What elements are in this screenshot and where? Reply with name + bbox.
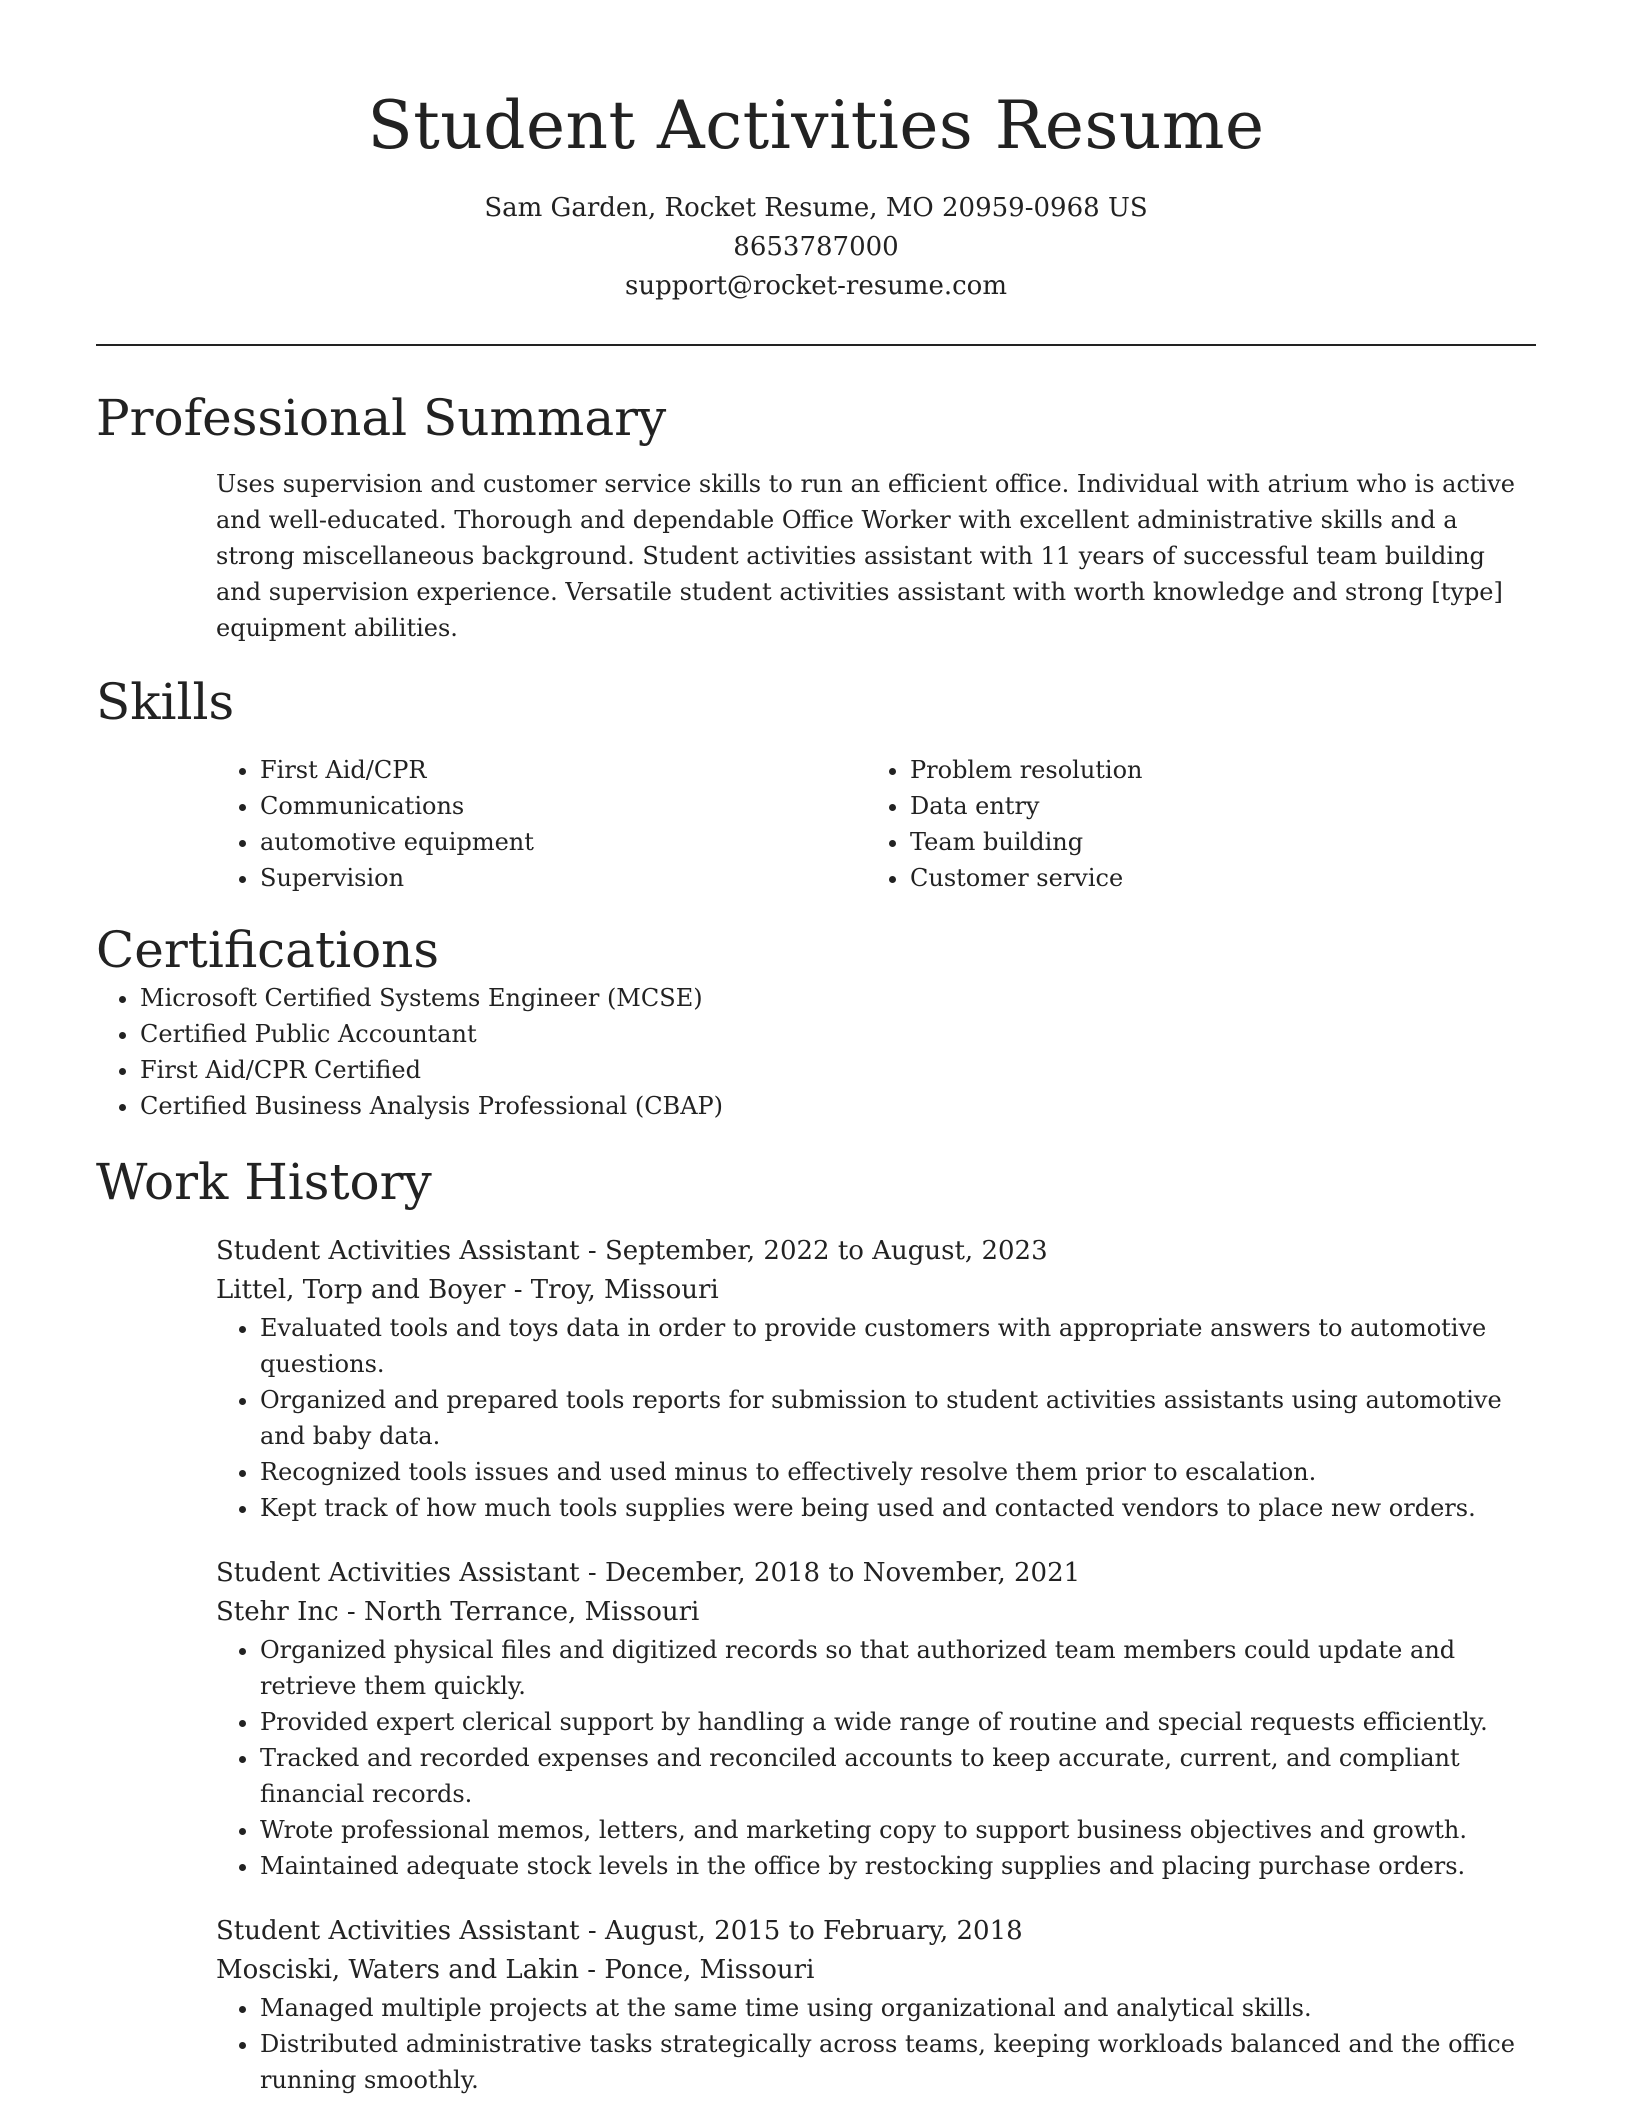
skill-item: • Customer service: [910, 860, 1536, 896]
skill-item: • Team building: [910, 824, 1536, 860]
job-bullet: • Evaluated tools and toys data in order to provide customers with appropriate answers to automotive questions.: [260, 1310, 1536, 1382]
job-company-line: Stehr Inc - North Terrance, Missouri: [216, 1597, 700, 1628]
job-company: Littel, Torp and Boyer: [216, 1275, 506, 1306]
skill-item: • Problem resolution: [910, 752, 1536, 788]
job-entry: [216, 1912, 1536, 2098]
skill-item: • First Aid/CPR: [260, 752, 866, 788]
skills-grid: [216, 752, 1536, 896]
job-bullets: [216, 1310, 1536, 1526]
job-company-line: Mosciski, Waters and Lakin - Ponce, Missouri: [216, 1955, 815, 1986]
contact-email: support@rocket-resume.com: [624, 271, 1007, 302]
skills-heading: Skills: [96, 673, 235, 732]
job-bullet: • Maintained adequate stock levels in the office by restocking supplies and placing purchase orders.: [260, 1848, 1536, 1884]
contact-phone: 8653787000: [733, 232, 899, 263]
job-bullet: • Kept track of how much tools supplies were being used and contacted vendors to place new orders.: [260, 1490, 1536, 1526]
skill-item: • Data entry: [910, 788, 1536, 824]
job-entry: [216, 1554, 1536, 1884]
job-entry: [216, 1232, 1536, 1526]
job-bullet: • Managed multiple projects at the same time using organizational and analytical skills.: [260, 1990, 1536, 2026]
job-title-line: Student Activities Assistant - September, 2022 to August, 2023: [216, 1236, 1048, 1267]
job-title-line: Student Activities Assistant - December, 2018 to November, 2021: [216, 1558, 1081, 1589]
skill-item: • Supervision: [260, 860, 866, 896]
job-bullets: [216, 1990, 1536, 2098]
skill-item: • automotive equipment: [260, 824, 866, 860]
certification-item: • Microsoft Certified Systems Engineer (MCSE): [140, 980, 1536, 1016]
job-bullets: [216, 1632, 1536, 1884]
skills-list-right: [866, 752, 1536, 896]
certifications-list: [96, 980, 1536, 1124]
job-bullet: • Distributed administrative tasks strategically across teams, keeping workloads balanced and the office running smoothly.: [260, 2026, 1536, 2098]
summary-text: Uses supervision and customer service skills to run an efficient office. Individual with atrium who is active and well-educated. Thorough and dependable Office Worker with excellent administrative skills and a strong miscellaneous background. Student activities assistant with 11 years of successful team building and supervision experience. Versatile student activities assistant with worth knowledge and strong [type] equipment abilities.: [216, 470, 1515, 643]
contact-info: [96, 189, 1536, 306]
resume-title: Student Activities Resume: [367, 87, 1265, 164]
job-bullet: • Tracked and recorded expenses and reconciled accounts to keep accurate, current, and compliant financial records.: [260, 1740, 1536, 1812]
job-title: Student Activities Assistant: [216, 1236, 580, 1267]
certifications-heading: Certifications: [96, 921, 440, 980]
job-location: North Terrance, Missouri: [364, 1597, 700, 1628]
job-dates: September, 2022 to August, 2023: [604, 1236, 1048, 1267]
skills-list-left: [216, 752, 866, 896]
skill-item: • Communications: [260, 788, 866, 824]
certifications-section: [96, 920, 1536, 1124]
job-bullet: • Organized physical files and digitized records so that authorized team members could update and retrieve them quickly.: [260, 1632, 1536, 1704]
skills-section: [96, 672, 1536, 896]
job-dates: December, 2018 to November, 2021: [604, 1558, 1081, 1589]
job-bullet: • Wrote professional memos, letters, and marketing copy to support business objectives and growth.: [260, 1812, 1536, 1848]
job-title: Student Activities Assistant: [216, 1558, 580, 1589]
certification-item: • First Aid/CPR Certified: [140, 1052, 1536, 1088]
job-title-line: Student Activities Assistant - August, 2015 to February, 2018: [216, 1916, 1023, 1947]
certification-item: • Certified Public Accountant: [140, 1016, 1536, 1052]
summary-heading: Professional Summary: [96, 389, 667, 448]
job-dates: August, 2015 to February, 2018: [604, 1916, 1023, 1947]
certification-item: • Certified Business Analysis Professional (CBAP): [140, 1088, 1536, 1124]
job-company-line: Littel, Torp and Boyer - Troy, Missouri: [216, 1275, 719, 1306]
work-history-section: [96, 1152, 1536, 2098]
contact-address: Sam Garden, Rocket Resume, MO 20959-0968 US: [484, 193, 1148, 224]
job-bullet: • Provided expert clerical support by handling a wide range of routine and special requests efficiently.: [260, 1704, 1536, 1740]
job-title: Student Activities Assistant: [216, 1916, 580, 1947]
job-bullet: • Recognized tools issues and used minus to effectively resolve them prior to escalation.: [260, 1454, 1536, 1490]
work-history-heading: Work History: [96, 1153, 432, 1212]
header-divider: [96, 344, 1536, 346]
summary-section: [96, 388, 1536, 646]
resume-header: [96, 0, 1536, 306]
job-location: Troy, Missouri: [530, 1275, 719, 1306]
job-company: Stehr Inc: [216, 1597, 339, 1628]
job-location: Ponce, Missouri: [604, 1955, 815, 1986]
job-company: Mosciski, Waters and Lakin: [216, 1955, 580, 1986]
job-bullet: • Organized and prepared tools reports for submission to student activities assistants using automotive and baby data.: [260, 1382, 1536, 1454]
